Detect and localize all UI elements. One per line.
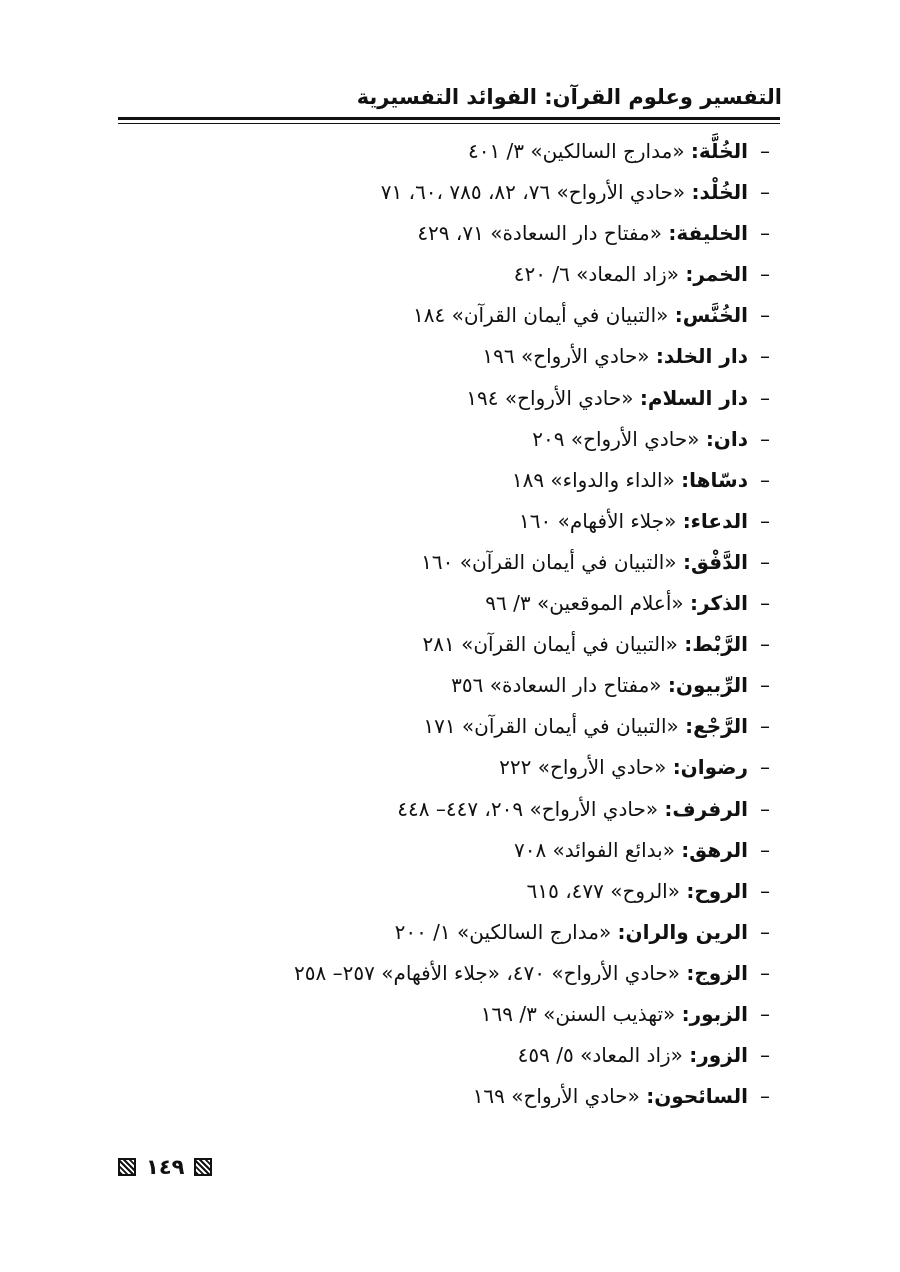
entry-bullet: – bbox=[760, 1084, 770, 1109]
index-entry bbox=[82, 871, 782, 912]
entry-term: الدعاء: bbox=[682, 508, 748, 533]
entry-reference: «حادي الأرواح» ١٩٤ bbox=[466, 385, 634, 410]
entry-bullet: – bbox=[760, 262, 770, 287]
ornament-icon bbox=[194, 1158, 212, 1176]
index-entry bbox=[82, 953, 782, 994]
index-entry bbox=[82, 583, 782, 624]
entry-term: الخليفة: bbox=[668, 221, 748, 246]
entry-term: الرَّبْط: bbox=[684, 632, 748, 657]
entry-reference: «التبيان في أيمان القرآن» ١٦٠ bbox=[421, 549, 677, 574]
entry-term: دار الخلد: bbox=[655, 344, 748, 369]
entry-bullet: – bbox=[760, 632, 770, 657]
index-entry bbox=[82, 213, 782, 254]
entry-bullet: – bbox=[760, 960, 770, 985]
entry-term: دان: bbox=[705, 426, 748, 451]
index-entry bbox=[82, 501, 782, 542]
entry-reference: «بدائع الفوائد» ٧٠٨ bbox=[513, 837, 675, 862]
index-entry bbox=[82, 295, 782, 336]
entry-bullet: – bbox=[760, 180, 770, 205]
index-entry bbox=[82, 131, 782, 172]
entry-bullet: – bbox=[760, 303, 770, 328]
entry-reference: «حادي الأرواح» ١٩٦ bbox=[482, 344, 650, 369]
index-entry bbox=[82, 912, 782, 953]
index-entry bbox=[82, 336, 782, 377]
ornament-icon bbox=[118, 1158, 136, 1176]
entry-reference: «حادي الأرواح» ٤٧٠، «جلاء الأفهام» ٢٥٧– ٢٥٨ bbox=[294, 960, 680, 985]
entry-bullet: – bbox=[760, 755, 770, 780]
entry-term: الدَّفْق: bbox=[682, 549, 748, 574]
entry-bullet: – bbox=[760, 549, 770, 574]
index-entry bbox=[82, 624, 782, 665]
entry-reference: «أعلام الموقعين» ٣/ ٩٦ bbox=[485, 591, 684, 616]
entry-reference: «مفتاح دار السعادة» ٣٥٦ bbox=[451, 673, 662, 698]
entry-bullet: – bbox=[760, 673, 770, 698]
entry-reference: «مفتاح دار السعادة» ٧١، ٤٢٩ bbox=[417, 221, 662, 246]
entry-bullet: – bbox=[760, 591, 770, 616]
entry-reference: «التبيان في أيمان القرآن» ١٨٤ bbox=[413, 303, 669, 328]
entry-term: الخُلْد: bbox=[691, 180, 748, 205]
entry-term: الرفرف: bbox=[664, 796, 748, 821]
entry-bullet: – bbox=[760, 796, 770, 821]
entry-bullet: – bbox=[760, 426, 770, 451]
entry-term: دار السلام: bbox=[639, 385, 748, 410]
header-rule-thick bbox=[118, 117, 780, 120]
entry-term: الرين والران: bbox=[617, 919, 748, 944]
entry-term: السائحون: bbox=[646, 1084, 748, 1109]
entry-term: دسّاها: bbox=[681, 467, 748, 492]
entry-term: الخُلَّة: bbox=[690, 139, 748, 163]
index-entry bbox=[82, 994, 782, 1035]
entry-reference: «حادي الأرواح» ١٦٩ bbox=[472, 1084, 640, 1109]
entry-reference: «زاد المعاد» ٦/ ٤٢٠ bbox=[513, 262, 679, 287]
index-entry bbox=[82, 747, 782, 788]
entry-bullet: – bbox=[760, 467, 770, 492]
entry-bullet: – bbox=[760, 1001, 770, 1026]
entry-reference: «تهذيب السنن» ٣/ ١٦٩ bbox=[480, 1001, 676, 1026]
entry-reference: «مدارج السالكين» ١/ ٢٠٠ bbox=[394, 919, 612, 944]
entry-bullet: – bbox=[760, 508, 770, 533]
index-entry bbox=[82, 665, 782, 706]
entry-term: الرِّبيون: bbox=[667, 673, 748, 698]
running-header-title: التفسير وعلوم القرآن: الفوائد التفسيرية bbox=[356, 85, 782, 109]
entry-term: الزبور: bbox=[681, 1001, 748, 1026]
index-entry bbox=[82, 1035, 782, 1076]
index-entry bbox=[82, 1076, 782, 1117]
header-rule-thin bbox=[118, 123, 780, 124]
entry-reference: «زاد المعاد» ٥/ ٤٥٩ bbox=[517, 1043, 683, 1068]
page-number-block bbox=[118, 1150, 212, 1184]
entry-term: رضوان: bbox=[672, 755, 748, 780]
entry-reference: «التبيان في أيمان القرآن» ٢٨١ bbox=[422, 632, 678, 657]
entry-bullet: – bbox=[760, 139, 770, 163]
entry-term: الروح: bbox=[686, 878, 748, 903]
entry-term: الرهق: bbox=[681, 837, 748, 862]
entry-reference: «الروح» ٤٧٧، ٦١٥ bbox=[526, 878, 680, 903]
entry-term: الذكر: bbox=[690, 591, 748, 616]
entry-bullet: – bbox=[760, 878, 770, 903]
entry-bullet: – bbox=[760, 344, 770, 369]
entry-term: الخمر: bbox=[685, 262, 748, 287]
index-entry bbox=[82, 706, 782, 747]
index-entry bbox=[82, 419, 782, 460]
index-entry bbox=[82, 830, 782, 871]
entry-reference: «جلاء الأفهام» ١٦٠ bbox=[518, 508, 677, 533]
index-entry bbox=[82, 542, 782, 583]
index-entry-list bbox=[82, 131, 782, 1117]
entry-term: الخُنَّس: bbox=[674, 303, 748, 328]
page-number: ١٤٩ bbox=[146, 1155, 185, 1179]
index-entry bbox=[82, 460, 782, 501]
entry-reference: «التبيان في أيمان القرآن» ١٧١ bbox=[423, 714, 679, 739]
entry-reference: «حادي الأرواح» ٢٠٩ bbox=[532, 426, 700, 451]
entry-bullet: – bbox=[760, 837, 770, 862]
entry-bullet: – bbox=[760, 714, 770, 739]
entry-bullet: – bbox=[760, 385, 770, 410]
index-entry bbox=[82, 378, 782, 419]
entry-bullet: – bbox=[760, 919, 770, 944]
index-entry bbox=[82, 789, 782, 830]
entry-term: الزور: bbox=[689, 1043, 748, 1068]
entry-bullet: – bbox=[760, 1043, 770, 1068]
index-entry bbox=[82, 172, 782, 213]
entry-reference: «حادي الأرواح» ٧٦، ٨٢، ٧٨٥ ،٦٠، ٧١ bbox=[380, 180, 686, 205]
entry-bullet: – bbox=[760, 221, 770, 246]
entry-reference: «الداء والدواء» ١٨٩ bbox=[511, 467, 675, 492]
entry-reference: «مدارج السالكين» ٣/ ٤٠١ bbox=[467, 139, 685, 163]
entry-reference: «حادي الأرواح» ٢٠٩، ٤٤٧– ٤٤٨ bbox=[397, 796, 659, 821]
entry-reference: «حادي الأرواح» ٢٢٢ bbox=[499, 755, 667, 780]
entry-term: الزوج: bbox=[686, 960, 748, 985]
index-entry bbox=[82, 254, 782, 295]
entry-term: الرَّجْع: bbox=[685, 714, 748, 739]
